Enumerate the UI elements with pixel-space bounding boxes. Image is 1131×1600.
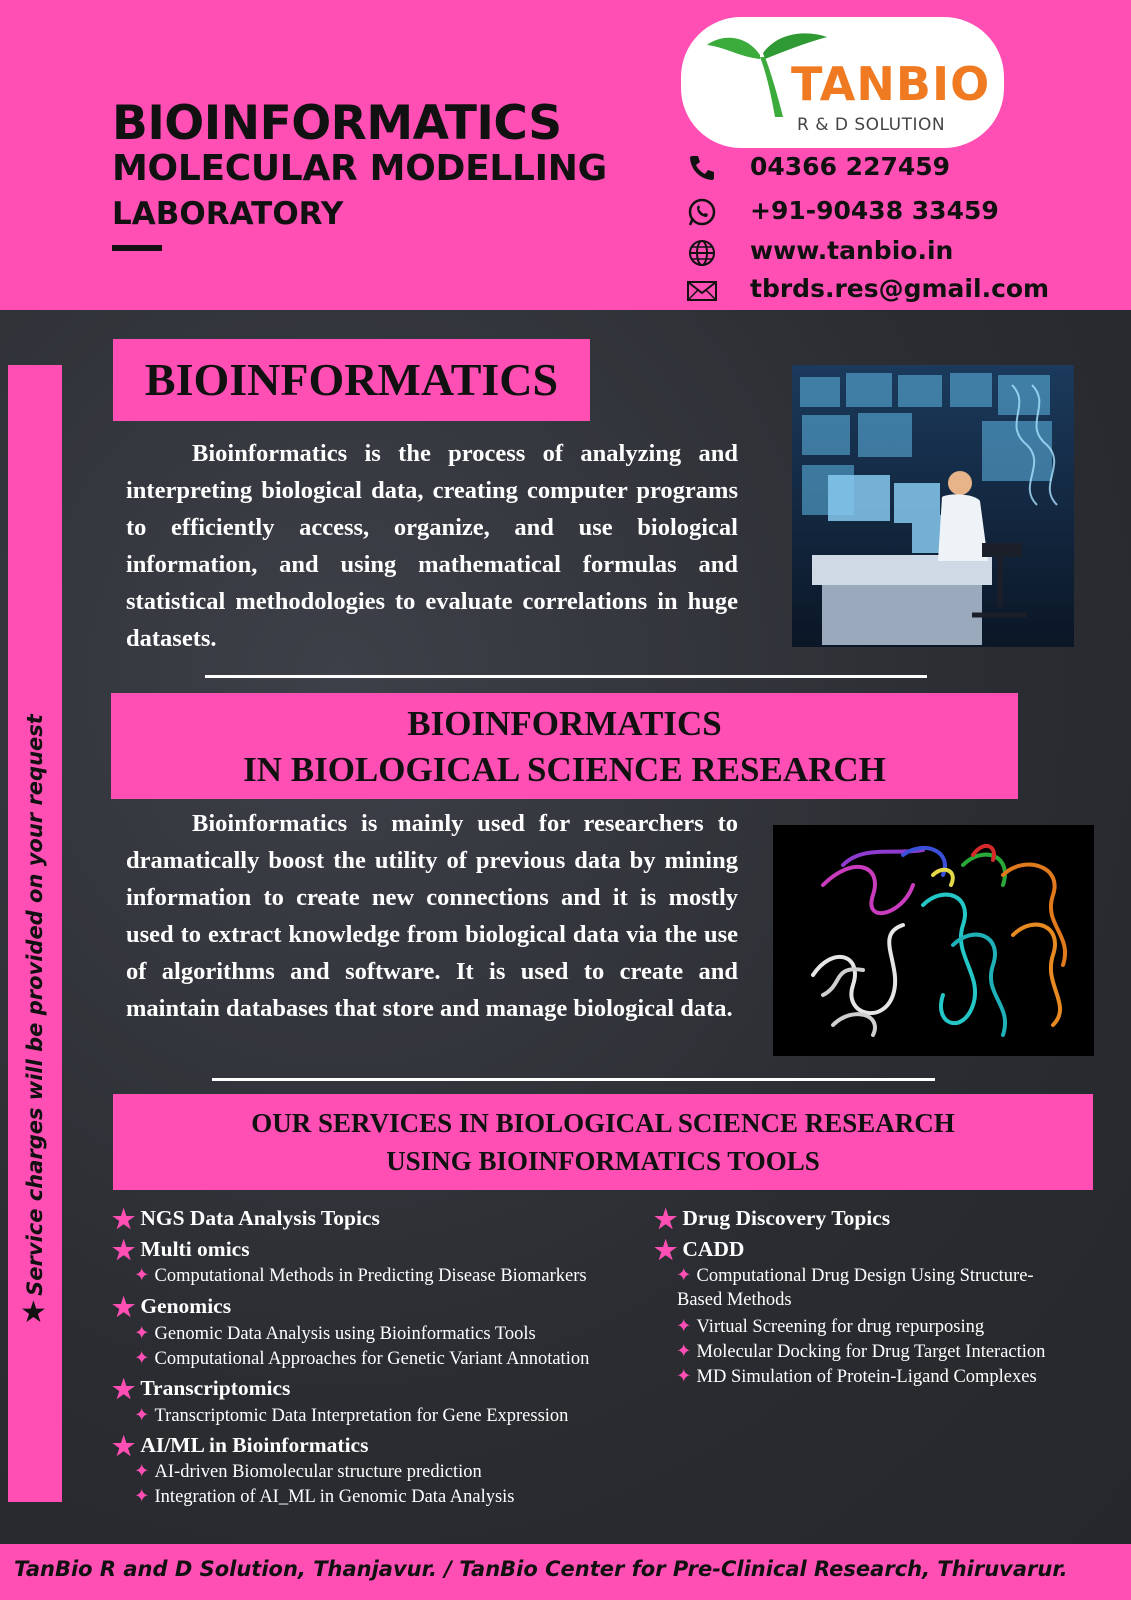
service-topic	[112, 1236, 250, 1266]
sparkle-icon: ✦	[676, 1317, 692, 1337]
title-underline	[112, 245, 162, 251]
header-title-line2: MOLECULAR MODELLING	[112, 148, 607, 189]
whatsapp-icon	[686, 198, 718, 226]
service-topic	[112, 1375, 290, 1405]
footer	[0, 1544, 1131, 1600]
service-item	[134, 1461, 482, 1483]
sparkle-icon: ✦	[676, 1342, 692, 1362]
service-item	[134, 1348, 589, 1370]
contact-phone[interactable]	[686, 152, 1116, 184]
section-services-title-line2: USING BIOINFORMATICS TOOLS	[386, 1146, 820, 1176]
logo-subtitle: R & D SOLUTION	[797, 115, 946, 135]
star-icon: ★	[20, 1296, 47, 1329]
phone-number: 04366 227459	[750, 152, 951, 181]
service-label: Genomic Data Analysis using Bioinformatics Tools	[154, 1324, 536, 1344]
globe-icon	[686, 238, 718, 266]
service-label: Molecular Docking for Drug Target Interaction	[696, 1342, 1046, 1362]
star-icon: ★	[112, 1432, 136, 1461]
service-label: Computational Methods in Predicting Disease Biomarkers	[154, 1266, 587, 1286]
phone-icon	[686, 154, 718, 182]
sparkle-icon: ✦	[134, 1406, 150, 1426]
service-topic	[112, 1205, 380, 1235]
service-label: AI-driven Biomolecular structure prediction	[154, 1462, 482, 1482]
star-icon: ★	[654, 1205, 678, 1234]
bioinformatics-description: Bioinformatics is the process of analyzing and interpreting biological data, creating computer programs to efficiently access, organize, and use biological information, and using mathematical formulas and statistical methodologies to evaluate correlations in huge datasets.	[126, 440, 738, 652]
service-item	[676, 1265, 1034, 1287]
star-icon: ★	[112, 1236, 136, 1265]
service-item	[134, 1405, 568, 1427]
mail-icon	[686, 276, 718, 304]
service-item	[676, 1316, 984, 1338]
section-research-title-line2: IN BIOLOGICAL SCIENCE RESEARCH	[243, 750, 886, 789]
service-item	[676, 1341, 1045, 1363]
email-address[interactable]: tbrds.res@gmail.com	[750, 274, 1050, 303]
star-icon: ★	[112, 1375, 136, 1404]
service-topic	[112, 1432, 368, 1462]
sparkle-icon: ✦	[134, 1487, 150, 1507]
service-item	[677, 1290, 792, 1311]
service-label: Computational Approaches for Genetic Variant Annotation	[154, 1349, 590, 1369]
star-icon: ★	[112, 1293, 136, 1322]
sparkle-icon: ✦	[134, 1324, 150, 1344]
header	[0, 0, 1131, 310]
sparkle-icon: ✦	[676, 1266, 692, 1286]
side-banner	[8, 365, 62, 1502]
service-label: MD Simulation of Protein-Ligand Complexes	[696, 1367, 1037, 1387]
header-title-line1: BIOINFORMATICS	[112, 96, 562, 151]
service-topic	[654, 1205, 890, 1235]
service-label: CADD	[682, 1237, 745, 1261]
header-title-line3: LABORATORY	[112, 196, 344, 232]
protein-structure-image	[773, 825, 1094, 1056]
service-item	[134, 1486, 515, 1508]
sparkle-icon: ✦	[134, 1462, 150, 1482]
service-item	[134, 1323, 536, 1345]
service-item	[676, 1366, 1037, 1388]
sparkle-icon: ✦	[676, 1367, 692, 1387]
logo-name: TANBIO	[791, 57, 991, 111]
section-divider	[212, 1078, 935, 1081]
service-item	[134, 1265, 587, 1287]
service-label: Computational Drug Design Using Structure-	[696, 1266, 1034, 1286]
contact-whatsapp[interactable]	[686, 196, 1116, 228]
service-label: Transcriptomic Data Interpretation for Gene Expression	[154, 1406, 569, 1426]
section-divider	[205, 675, 927, 678]
section-research-title	[111, 693, 1018, 799]
section-services-title-line1: OUR SERVICES IN BIOLOGICAL SCIENCE RESEARCH	[251, 1108, 955, 1138]
star-icon: ★	[654, 1236, 678, 1265]
service-label: Genomics	[140, 1294, 232, 1318]
service-label: AI/ML in Bioinformatics	[140, 1433, 369, 1457]
section-services-title	[113, 1094, 1093, 1190]
service-label: Drug Discovery Topics	[682, 1206, 891, 1230]
section-bioinformatics-title: BIOINFORMATICS	[113, 339, 590, 421]
contact-email[interactable]	[686, 274, 1116, 306]
contact-website[interactable]	[686, 236, 1116, 268]
website-link[interactable]: www.tanbio.in	[750, 236, 954, 265]
service-label: Multi omics	[140, 1237, 250, 1261]
star-icon: ★	[112, 1205, 136, 1234]
service-label: Based Methods	[677, 1290, 792, 1310]
scientist-lab-image	[792, 365, 1074, 647]
service-label: NGS Data Analysis Topics	[140, 1206, 380, 1230]
sparkle-icon: ✦	[134, 1349, 150, 1369]
section-research-title-line1: BIOINFORMATICS	[407, 704, 722, 743]
tanbio-logo	[681, 17, 1004, 148]
service-label: Integration of AI_ML in Genomic Data Analysis	[154, 1487, 515, 1507]
research-description: Bioinformatics is mainly used for researchers to dramatically boost the utility of previous data by mining information to create new connections and it is mostly used to extract knowledge from biological data via the use of algorithms and software. It is used to create and maintain databases that store and manage biological data.	[126, 810, 738, 1022]
main-content	[0, 310, 1131, 1544]
service-label: Transcriptomics	[140, 1376, 291, 1400]
service-topic	[654, 1236, 744, 1266]
whatsapp-number: +91-90438 33459	[750, 196, 999, 225]
service-topic	[112, 1293, 231, 1323]
service-label: Virtual Screening for drug repurposing	[696, 1317, 985, 1337]
sparkle-icon: ✦	[134, 1266, 150, 1286]
service-charges-note: Service charges will be provided on your request	[23, 714, 47, 1296]
footer-locations: TanBio R and D Solution, Thanjavur. / TanBio Center for Pre-Clinical Research, Thiruvarur.	[14, 1557, 1068, 1581]
